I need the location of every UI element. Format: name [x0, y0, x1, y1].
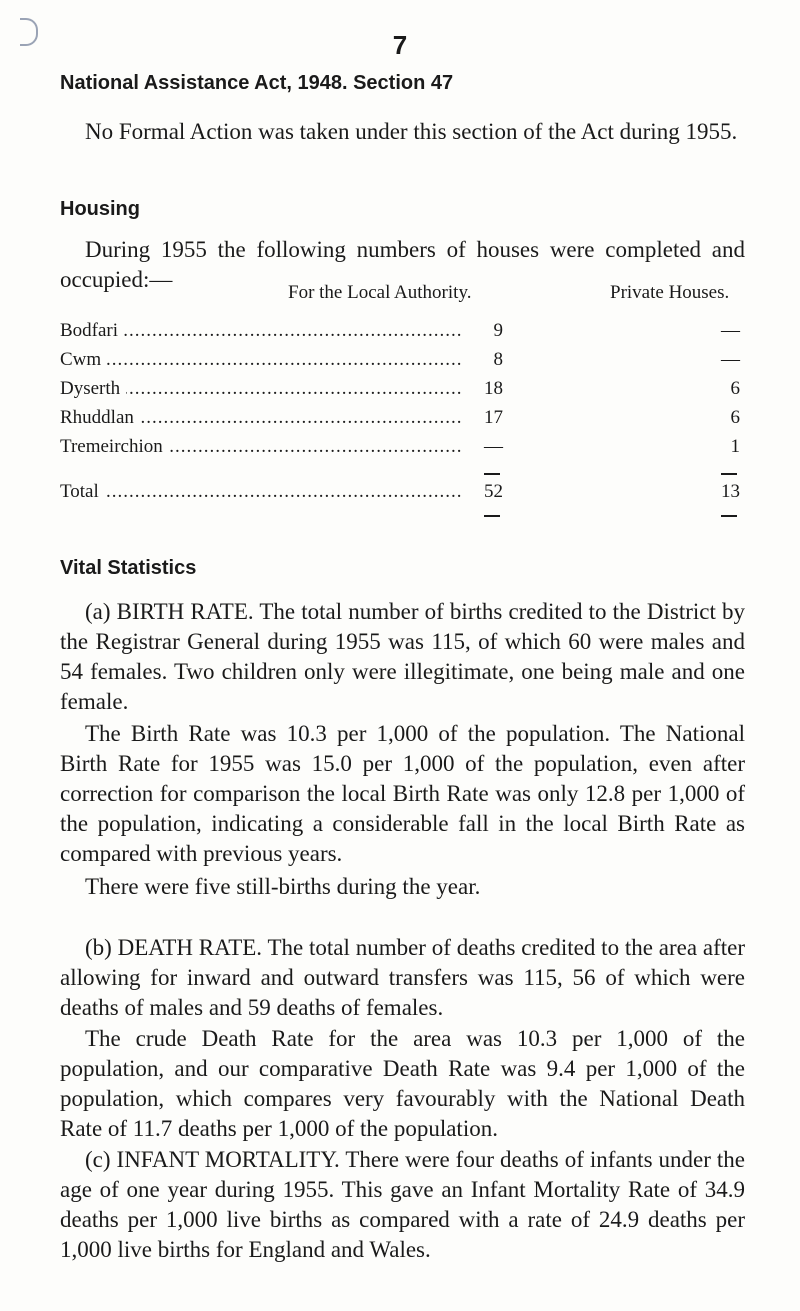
still-births-paragraph: There were five still-births during the year.	[85, 874, 481, 899]
district-name: Dyserth	[60, 378, 126, 399]
total-rule-bottom-la	[484, 515, 500, 517]
assistance-act-text: No Formal Action was taken under this section of the Act during 1955.	[85, 119, 738, 144]
housing-intro: During 1955 the following numbers of houses were completed and occupied:—	[60, 237, 745, 292]
table-row	[0, 320, 800, 346]
table-row	[0, 349, 800, 375]
total-rule-bottom-ph	[721, 515, 737, 517]
local-authority-total: 52	[484, 481, 503, 502]
district-name: Bodfari	[60, 320, 124, 341]
private-houses-count: 1	[730, 436, 740, 457]
assistance-act-heading: National Assistance Act, 1948. Section 47	[60, 72, 454, 94]
col-header-local-authority: For the Local Authority.	[288, 282, 472, 303]
page-number: 7	[392, 30, 408, 60]
local-authority-count: —	[484, 436, 503, 457]
table-row	[0, 378, 800, 404]
table-row-total	[0, 481, 800, 507]
total-rule-top-la	[484, 473, 500, 475]
table-row	[0, 407, 800, 433]
local-authority-count: 17	[484, 407, 503, 428]
district-name: Rhuddlan	[60, 407, 140, 428]
infant-mortality-paragraph: (c) INFANT MORTALITY. There were four deaths of infants under the age of one year during 1955. This gave an Infant Mortality Rate of 34.9 deaths per 1,000 live births as compared with a rate of 24.9 deaths per 1,000 live births for England and Wales.	[60, 1147, 745, 1262]
total-rule-top-ph	[721, 473, 737, 475]
vital-statistics-heading: Vital Statistics	[60, 557, 197, 579]
housing-heading: Housing	[60, 198, 140, 220]
table-row	[0, 436, 800, 462]
local-authority-count: 8	[493, 349, 503, 370]
private-houses-count: 6	[730, 378, 740, 399]
private-houses-count: —	[721, 320, 740, 341]
district-name: Tremeirchion	[60, 436, 169, 457]
birth-rate-paragraph: (a) BIRTH RATE. The total number of births credited to the District by the Registrar General during 1955 was 115, of which 60 were males and 54 females. Two children only were illegitimate, one being male and one female.	[60, 599, 745, 714]
private-houses-count: —	[721, 349, 740, 370]
total-label: Total	[60, 481, 105, 502]
death-rate-paragraph: (b) DEATH RATE. The total number of deaths credited to the area after allowing for inward and outward transfers was 115, 56 of which were deaths of males and 59 deaths of females.	[60, 935, 745, 1020]
death-rate-comparison-paragraph: The crude Death Rate for the area was 10.3 per 1,000 of the population, and our comparative Death Rate was 9.4 per 1,000 of the population, which compares very favourably with the National Death Rate of 11.7 deaths per 1,000 of the population.	[60, 1026, 745, 1141]
private-houses-count: 6	[730, 407, 740, 428]
private-houses-total: 13	[721, 481, 740, 502]
local-authority-count: 18	[484, 378, 503, 399]
col-header-private-houses: Private Houses.	[610, 282, 730, 303]
birth-rate-comparison-paragraph: The Birth Rate was 10.3 per 1,000 of the population. The National Birth Rate for 1955 was 15.0 per 1,000 of the population, even after correction for comparison the local Birth Rate was only 12.8 per 1,000 of the population, indicating a considerable fall in the local Birth Rate as compared with previous years.	[60, 721, 745, 866]
district-name: Cwm	[60, 349, 107, 370]
local-authority-count: 9	[493, 320, 503, 341]
